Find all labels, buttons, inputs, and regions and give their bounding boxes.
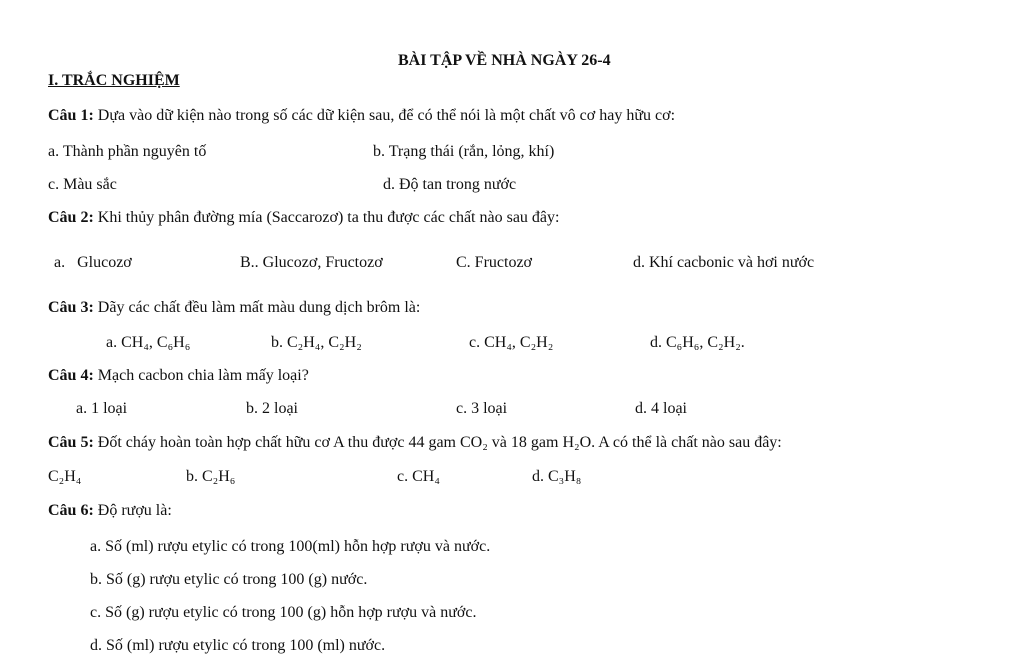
question-2 [48, 208, 559, 228]
question-2-option-b: B.. Glucozơ, Fructozơ [240, 254, 383, 271]
question-6-option-b: b. Số (g) rượu etylic có trong 100 (g) nước. [90, 571, 368, 588]
question-5-option-d: d. C₃H₈ [532, 468, 582, 485]
question-3-label: Câu 3: [48, 299, 94, 316]
question-5 [48, 433, 782, 453]
question-4-option-a: a. 1 loại [76, 400, 128, 417]
question-3-option-c: c. CH₄, C₂H₂ [469, 334, 554, 351]
question-3 [48, 298, 420, 318]
question-6-option-c: c. Số (g) rượu etylic có trong 100 (g) hỗn hợp rượu và nước. [90, 604, 477, 621]
question-2-option-a: a. Glucozơ [54, 254, 132, 271]
question-2-option-d: d. Khí cacbonic và hơi nước [633, 254, 815, 271]
question-6-option-a: a. Số (ml) rượu etylic có trong 100(ml) hỗn hợp rượu và nước. [90, 538, 491, 555]
question-1-label: Câu 1: [48, 107, 94, 124]
question-4-text: Mạch cacbon chia làm mấy loại? [93, 367, 309, 384]
question-1-text: Dựa vào dữ kiện nào trong số các dữ kiện sau, để có thể nói là một chất vô cơ hay hữu cơ: [93, 107, 676, 124]
question-2-text: Khi thủy phân đường mía (Saccarozơ) ta thu được các chất nào sau đây: [93, 209, 560, 226]
question-6-text: Độ rượu là: [93, 502, 172, 519]
section-heading: I. TRẮC NGHIỆM [48, 72, 180, 89]
question-5-option-b: b. C₂H₆ [186, 468, 236, 485]
question-1-option-d: d. Độ tan trong nước [383, 176, 517, 193]
question-5-option-c: c. CH₄ [397, 468, 440, 485]
question-1-option-b: b. Trạng thái (rắn, lỏng, khí) [373, 143, 555, 160]
question-3-option-a: a. CH₄, C₆H₆ [106, 334, 191, 351]
question-3-option-b: b. C₂H₄, C₂H₂ [271, 334, 362, 351]
question-3-option-d: d. C₆H₆, C₂H₂. [650, 334, 745, 351]
question-6-label: Câu 6: [48, 502, 94, 519]
question-6 [48, 501, 172, 521]
question-5-text: Đốt cháy hoàn toàn hợp chất hữu cơ A thu được 44 gam CO₂ và 18 gam H₂O. A có thể là chất nào sau đây: [93, 434, 782, 451]
question-1 [48, 106, 675, 126]
question-5-option-a: C₂H₄ [48, 468, 82, 485]
question-4-label: Câu 4: [48, 367, 94, 384]
question-4-option-b: b. 2 loại [246, 400, 298, 417]
question-1-option-c: c. Màu sắc [48, 176, 117, 193]
question-4-option-c: c. 3 loại [456, 400, 508, 417]
question-1-option-a: a. Thành phần nguyên tố [48, 143, 207, 160]
question-5-label: Câu 5: [48, 434, 94, 451]
question-4 [48, 366, 309, 386]
question-3-text: Dãy các chất đều làm mất màu dung dịch brôm là: [93, 299, 421, 316]
question-4-option-d: d. 4 loại [635, 400, 687, 417]
question-2-label: Câu 2: [48, 209, 94, 226]
question-6-option-d: d. Số (ml) rượu etylic có trong 100 (ml) nước. [90, 637, 386, 654]
question-2-option-c: C. Fructozơ [456, 254, 533, 271]
page-title: BÀI TẬP VỀ NHÀ NGÀY 26-4 [398, 52, 611, 69]
